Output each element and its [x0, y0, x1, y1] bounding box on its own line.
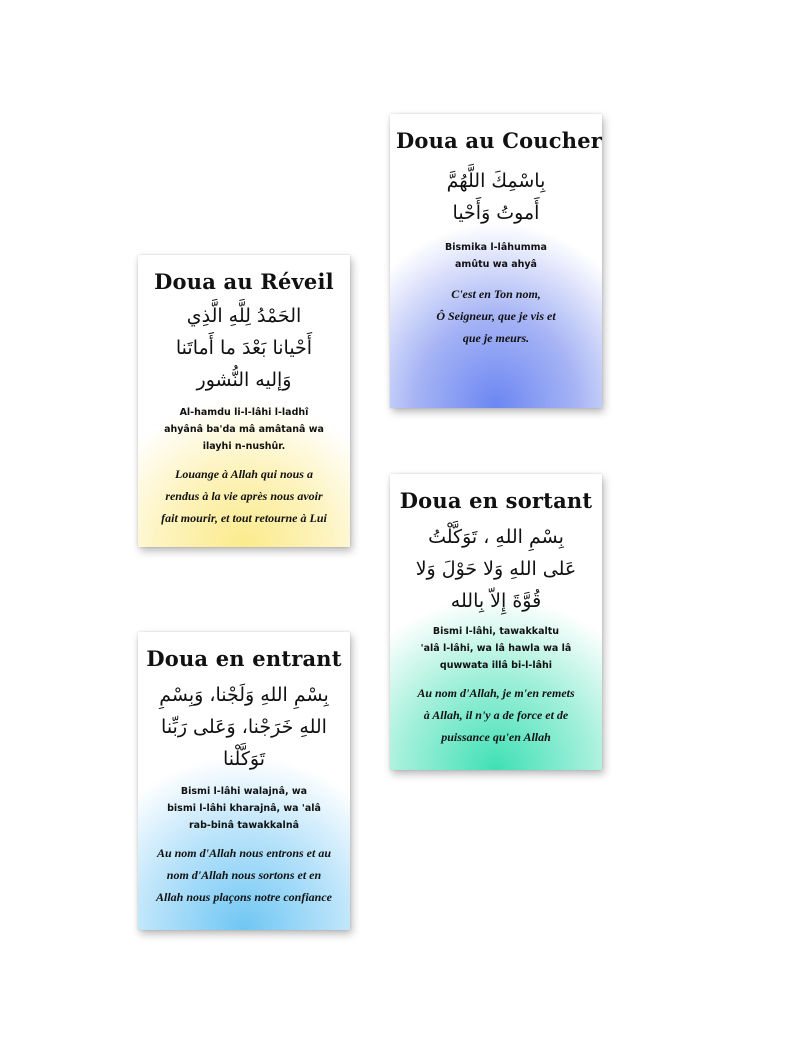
translit-line: ilayhi n-nushûr.: [202, 441, 286, 452]
french-line: Au nom d'Allah, je m'en remets: [417, 686, 575, 700]
french-line: nom d'Allah nous sortons et en: [166, 868, 322, 882]
card-title: Doua en sortant: [399, 488, 593, 513]
translit-line: 'alâ l-lâhi, wa lâ hawla wa lâ: [420, 643, 572, 654]
translit-line: quwwata illâ bi-l-lâhi: [439, 660, 553, 671]
translit-line: amûtu wa ahyâ: [455, 259, 537, 270]
french-line: Allah nous plaçons notre confiance: [155, 890, 333, 904]
card-doua-reveil: [138, 255, 350, 547]
card-title: Doua au Réveil: [154, 269, 334, 294]
translit-line: Al-hamdu li-l-lâhi l-ladhî: [179, 407, 309, 418]
arabic-line: بِسْمِ اللهِ ، تَوَكَّلْتُ: [428, 526, 564, 548]
arabic-line: الحَمْدُ لِلَّهِ الَّذِي: [186, 305, 302, 327]
transliteration: [144, 783, 344, 834]
arabic-line: أَموتُ وَأَحْيا: [452, 202, 540, 224]
arabic-line: أَحْيانا بَعْدَ ما أَماتَنا: [175, 337, 313, 359]
french-translation: [144, 463, 344, 529]
french-translation: [396, 682, 596, 748]
card-doua-sortant: [390, 474, 602, 770]
arabic-line: تَوَكَّلْنا: [223, 748, 265, 770]
card-doua-coucher: [390, 114, 602, 408]
arabic-text: [144, 679, 344, 775]
arabic-line: قُوَّةَ إِلاّ بِالله: [450, 590, 542, 612]
translit-line: bismi l-lâhi kharajnâ, wa 'alâ: [167, 803, 321, 814]
transliteration: [396, 239, 596, 273]
card-title: Doua en entrant: [146, 646, 342, 671]
french-line: puissance qu'en Allah: [441, 730, 551, 744]
transliteration: [396, 623, 596, 674]
translit-line: Bismika l-lâhumma: [445, 242, 547, 253]
french-line: Ô Seigneur, que je vis et: [436, 309, 556, 323]
arabic-text: [144, 300, 344, 396]
card-doua-entrant: [138, 632, 350, 930]
french-line: à Allah, il n'y a de force et de: [423, 708, 569, 722]
french-line: Louange à Allah qui nous a: [175, 467, 313, 481]
arabic-line: بِاسْمِكَ اللَّهُمَّ: [446, 170, 546, 192]
translit-line: Bismi l-lâhi, tawakkaltu: [432, 626, 560, 637]
arabic-line: وَإليه النُّشور: [196, 369, 292, 391]
french-line: fait mourir, et tout retourne à Lui: [161, 511, 327, 525]
french-translation: [396, 283, 596, 349]
french-line: rendus à la vie après nous avoir: [165, 489, 323, 503]
transliteration: [144, 404, 344, 455]
french-line: que je meurs.: [462, 331, 530, 345]
french-translation: [144, 842, 344, 908]
arabic-line: بِسْمِ اللهِ وَلَجْنا، وَبِسْمِ: [159, 684, 329, 706]
arabic-text: [396, 165, 596, 229]
translit-line: Bismi l-lâhi walajnâ, wa: [180, 786, 308, 797]
arabic-line: اللهِ خَرَجْنا، وَعَلى رَبِّنا: [161, 716, 327, 738]
french-line: Au nom d'Allah nous entrons et au: [156, 846, 332, 860]
card-title: Doua au Coucher: [396, 128, 603, 153]
translit-line: rab-binâ tawakkalnâ: [189, 820, 299, 831]
translit-line: ahyânâ ba'da mâ amâtanâ wa: [164, 424, 324, 435]
arabic-line: عَلى اللهِ وَلا حَوْلَ وَلا: [415, 558, 577, 580]
french-line: C'est en Ton nom,: [451, 287, 541, 301]
arabic-text: [396, 521, 596, 617]
